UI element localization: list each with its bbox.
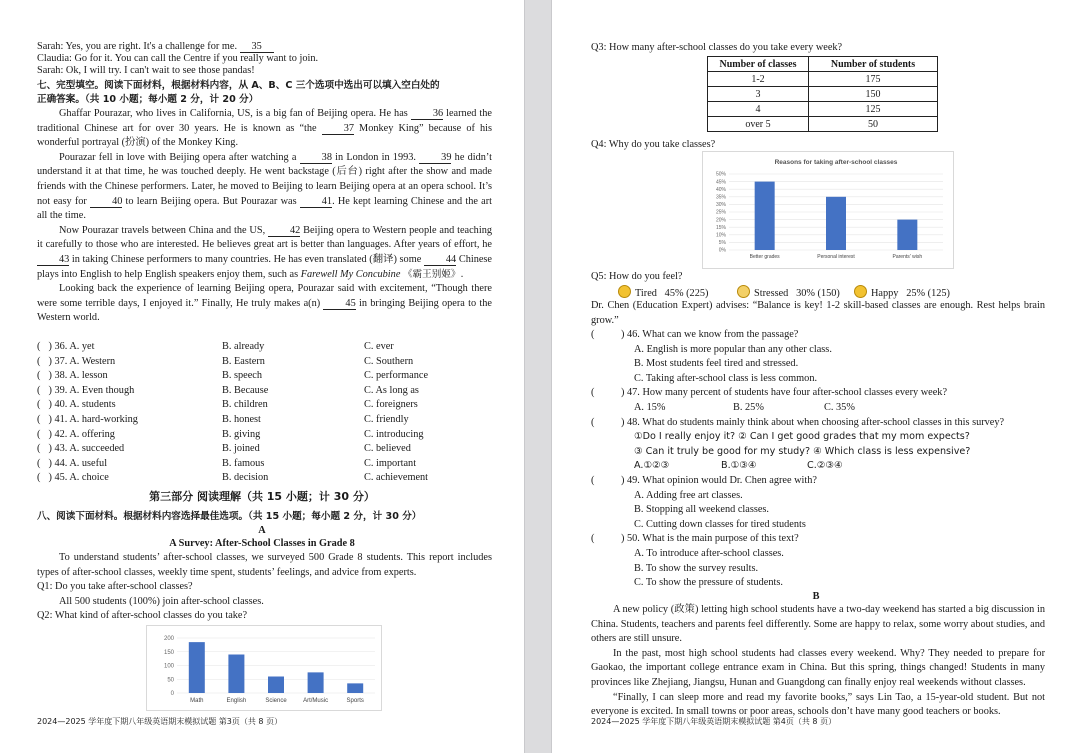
option-row: ( ) 41. A. hard-working B. honest C. friendly: [37, 413, 409, 425]
q1-answer: All 500 students (100%) join after-school classes.: [59, 596, 264, 607]
bar: [268, 677, 284, 694]
answer-blank: 36: [411, 108, 443, 120]
table-row: [708, 72, 938, 87]
table-cell: 125: [809, 102, 938, 117]
x-tick-label: Math: [190, 698, 204, 704]
y-tick-label: 10%: [715, 232, 726, 239]
y-tick-label: 35%: [715, 194, 726, 201]
answer-option: B. To show the survey results.: [634, 562, 759, 574]
dialogue-line: Sarah: Yes, you are right. It's a challenge for me. 35: [37, 40, 274, 55]
exam-page-3: [0, 0, 524, 753]
x-tick-label: Better grades: [749, 254, 780, 260]
survey-intro: To understand students’ after-school classes, we surveyed 500 Grade 8 students. This report includes types of after-school classes, weekly time spent, students’ feelings, and advice from experts.: [37, 552, 492, 578]
answer-blank: 40: [90, 196, 122, 208]
y-tick-label: 100: [163, 663, 174, 670]
y-tick-label: 0%: [718, 247, 726, 254]
bar: [897, 220, 917, 250]
passage-label: A: [258, 525, 266, 536]
feeling-item: Stressed 30% (150): [737, 285, 840, 302]
passage-paragraph: In the past, most high school students had classes every weekend. Why? They needed to prepare for Gaokao, the important college entrance exam in China. But this spring, things changed! Students in many provinces like Zhejiang, Jiangsu, Hunan and Guangdong can finally enjoy real weekends without classes.: [591, 647, 1045, 688]
answer-blank: 38: [300, 152, 332, 164]
question-q3: Q3: How many after-school classes do you take every week?: [591, 42, 843, 53]
classes-table: [707, 56, 938, 132]
answer-blank: 39: [419, 152, 451, 164]
option-row: ( ) 43. A. succeeded B. joined C. believed: [37, 443, 411, 455]
answer-option-row: A.①②③ B.①③④ C.②③④: [634, 460, 843, 472]
answer-option: B. Stopping all weekend classes.: [634, 504, 769, 516]
question-q4: Q4: Why do you take classes?: [591, 139, 716, 150]
page-gutter: [524, 0, 552, 753]
answer-option-row: A. 15% B. 25% C. 35%: [634, 401, 855, 413]
section-heading: 八、阅读下面材料。根据材料内容选择最佳选项。（共 15 小题；每小题 2 分，计 30 分）: [37, 511, 422, 522]
sub-statement: ③ Can it truly be good for my study? ④ Which class is less expensive?: [634, 445, 971, 457]
question-q2: Q2: What kind of after-school classes do you take?: [37, 610, 248, 621]
x-tick-label: Parents' wish: [892, 254, 923, 260]
page-footer: 2024—2025 学年度下期八年级英语期末模拟试题 第3页（共 8 页）: [37, 717, 283, 726]
table-cell: over 5: [708, 117, 809, 132]
table-cell: 1-2: [708, 72, 809, 87]
dialogue-line: Sarah: Ok, I will try. I can't wait to see those pandas!: [37, 65, 255, 76]
passage-label: B: [812, 591, 820, 602]
answer-blank: 45: [323, 298, 355, 310]
table-cell: 50: [809, 117, 938, 132]
survey-title: A Survey: After-School Classes in Grade 8: [169, 538, 355, 549]
bar: [308, 672, 324, 693]
y-tick-label: 5%: [718, 240, 726, 247]
table-cell: 4: [708, 102, 809, 117]
sub-statement: ①Do I really enjoy it? ② Can I get good grades that my mom expects?: [634, 431, 970, 443]
y-tick-label: 15%: [715, 224, 726, 231]
answer-option: A. To introduce after-school classes.: [634, 547, 784, 559]
x-tick-label: Personal interest: [817, 254, 855, 260]
answer-option: C. To show the pressure of students.: [634, 577, 783, 589]
answer-blank: 35: [240, 41, 274, 53]
y-tick-label: 30%: [715, 202, 726, 209]
option-row: ( ) 40. A. students B. children C. foreigners: [37, 399, 418, 411]
passage-paragraph: Now Pourazar travels between China and the US, 42 Beijing opera to Western people and teaching it carefully to those who are interested. He believes great art is better than languages. After years of effort, he 43 in taking Chinese performers to many countries. He has even translated (翻译) some 44 Chinese plays into English to help English speakers enjoy them, such as Farewell My Concubine 《霸王别姬》.: [37, 224, 493, 280]
section-heading: 七、完型填空。阅读下面材料，根据材料内容，从 A、B、C 三个选项中选出可以填入空白处的: [37, 80, 440, 91]
table-row: [708, 102, 938, 117]
class-type-chart: [146, 625, 382, 711]
question-item: ( ) 49. What opinion would Dr. Chen agree with?: [591, 474, 817, 486]
expert-advice: Dr. Chen (Education Expert) advises: “Balance is key! 1-2 skill-based classes are enough. Rest helps brain grow.”: [591, 300, 1045, 326]
table-row: [708, 87, 938, 102]
reasons-chart: [702, 151, 954, 269]
y-tick-label: 50: [167, 677, 174, 684]
y-tick-label: 25%: [715, 209, 726, 216]
table-cell: 175: [809, 72, 938, 87]
tired-face-icon: [618, 285, 631, 298]
exam-page-4: [552, 0, 1080, 753]
x-tick-label: Art/Music: [303, 698, 329, 704]
option-row: ( ) 45. A. choice B. decision C. achievement: [37, 472, 429, 484]
passage-paragraph: Pourazar fell in love with Beijing opera after watching a 38 in London in 1993. 39 he didn’t understand it at that time, he was touched deeply. He went backstage (后台) right after the show and made friends with the Chinese performers. Later, he moved to Beijing to learn Beijing opera at an opera school. It’s not easy for 40 to learn Beijing opera. But Pourazar was 41. He kept learning Chinese and the art all the time.: [37, 151, 492, 222]
answer-option: C. Cutting down classes for tired students: [634, 518, 806, 530]
feeling-item: Tired 45% (225): [618, 285, 708, 302]
question-item: ( ) 48. What do students mainly think about when choosing after-school classes in this survey?: [591, 416, 1005, 428]
answer-blank: 42: [268, 225, 300, 237]
passage-b: [591, 603, 1045, 720]
page-footer: 2024—2025 学年度下期八年级英语期末模拟试题 第4页（共 8 页）: [591, 717, 837, 726]
dialogue-line: Claudia: Go for it. You can call the Centre if you really want to join.: [37, 53, 319, 64]
table-header: Number of classes: [708, 57, 809, 72]
question-item: ( ) 47. How many percent of students have four after-school classes every week?: [591, 387, 948, 399]
bar: [189, 642, 205, 693]
passage-paragraph: “Finally, I can sleep more and read my favorite books,” says Lin Tao, a 15-year-old student. But not everyone is excited. In small towns or poor areas, schools don’t have many good teachers or books.: [591, 691, 1045, 718]
option-row: ( ) 36. A. yet B. already C. ever: [37, 341, 394, 352]
x-tick-label: English: [226, 698, 247, 704]
bar: [228, 655, 244, 694]
passage-paragraph: Looking back the experience of learning Beijing opera, Pourazar said with excitement, “Though there were some terrible days, I enjoyed it.” Finally, He truly makes a(n) 45 in bringing Beijing opera to the Western world.: [37, 283, 492, 324]
question-q5: Q5: How do you feel?: [591, 271, 683, 282]
class-type-bar-chart: [147, 626, 381, 710]
question-q1: Q1: Do you take after-school classes?: [37, 581, 193, 592]
table-cell: 150: [809, 87, 938, 102]
y-tick-label: 200: [163, 636, 174, 642]
happy-face-icon: [854, 285, 867, 298]
options-list: [37, 340, 492, 486]
feeling-item: Happy 25% (125): [854, 285, 950, 302]
x-tick-label: Science: [265, 698, 287, 704]
chart-title: Reasons for taking after-school classes: [774, 159, 898, 166]
cloze-passage: [37, 107, 492, 326]
question-item: ( ) 46. What can we know from the passage?: [591, 329, 799, 340]
answer-option: B. Most students feel tired and stressed.: [634, 358, 799, 370]
y-tick-label: 150: [163, 649, 174, 656]
answer-blank: 44: [424, 254, 456, 266]
y-tick-label: 45%: [715, 179, 726, 186]
y-tick-label: 20%: [715, 217, 726, 224]
section-heading-cont: 正确答案。（共 10 小题；每小题 2 分，计 20 分）: [37, 94, 259, 105]
option-row: ( ) 39. A. Even though B. Because C. As long as: [37, 384, 419, 396]
option-row: ( ) 38. A. lesson B. speech C. performance: [37, 370, 429, 382]
part-title: 第三部分 阅读理解（共 15 小题；计 30 分）: [149, 490, 375, 503]
question-item: ( ) 50. What is the main purpose of this text?: [591, 533, 799, 545]
table-header: Number of students: [809, 57, 938, 72]
reasons-bar-chart: [703, 152, 953, 268]
question-list: [591, 328, 1051, 591]
passage-paragraph: A new policy (政策) letting high school students have a two-day weekend has started a big discussion in China. Students, teachers and parents feel differently. Some are happy to relax, some worry about studies, and others are still unsure.: [591, 604, 1045, 645]
bar: [755, 182, 775, 250]
bar: [347, 683, 363, 693]
table-row: [708, 117, 938, 132]
answer-blank: 37: [322, 123, 354, 135]
answer-option: A. Adding free art classes.: [634, 489, 743, 501]
option-row: ( ) 42. A. offering B. giving C. introducing: [37, 428, 424, 440]
passage-paragraph: Ghaffar Pourazar, who lives in California, US, is a big fan of Beijing opera. He has 36 learned the traditional Chinese art for over 30 years. He is known as “the 37 Monkey King” because of his wonderful portrayal (扮演) of the Monkey King.: [37, 108, 493, 149]
bar: [826, 197, 846, 250]
option-row: ( ) 37. A. Western B. Eastern C. Southern: [37, 355, 414, 367]
answer-option: C. Taking after-school class is less common.: [634, 372, 818, 384]
answer-blank: 43: [37, 254, 69, 266]
answer-option: A. English is more popular than any other class.: [634, 343, 832, 355]
x-tick-label: Sports: [346, 698, 364, 704]
table-cell: 3: [708, 87, 809, 102]
y-tick-label: 50%: [715, 171, 726, 178]
table-header-row: [708, 57, 938, 72]
anxious-face-icon: [737, 285, 750, 298]
option-row: ( ) 44. A. useful B. famous C. important: [37, 457, 417, 469]
y-tick-label: 40%: [715, 186, 726, 193]
y-tick-label: 0: [170, 691, 174, 697]
answer-blank: 41: [300, 196, 332, 208]
